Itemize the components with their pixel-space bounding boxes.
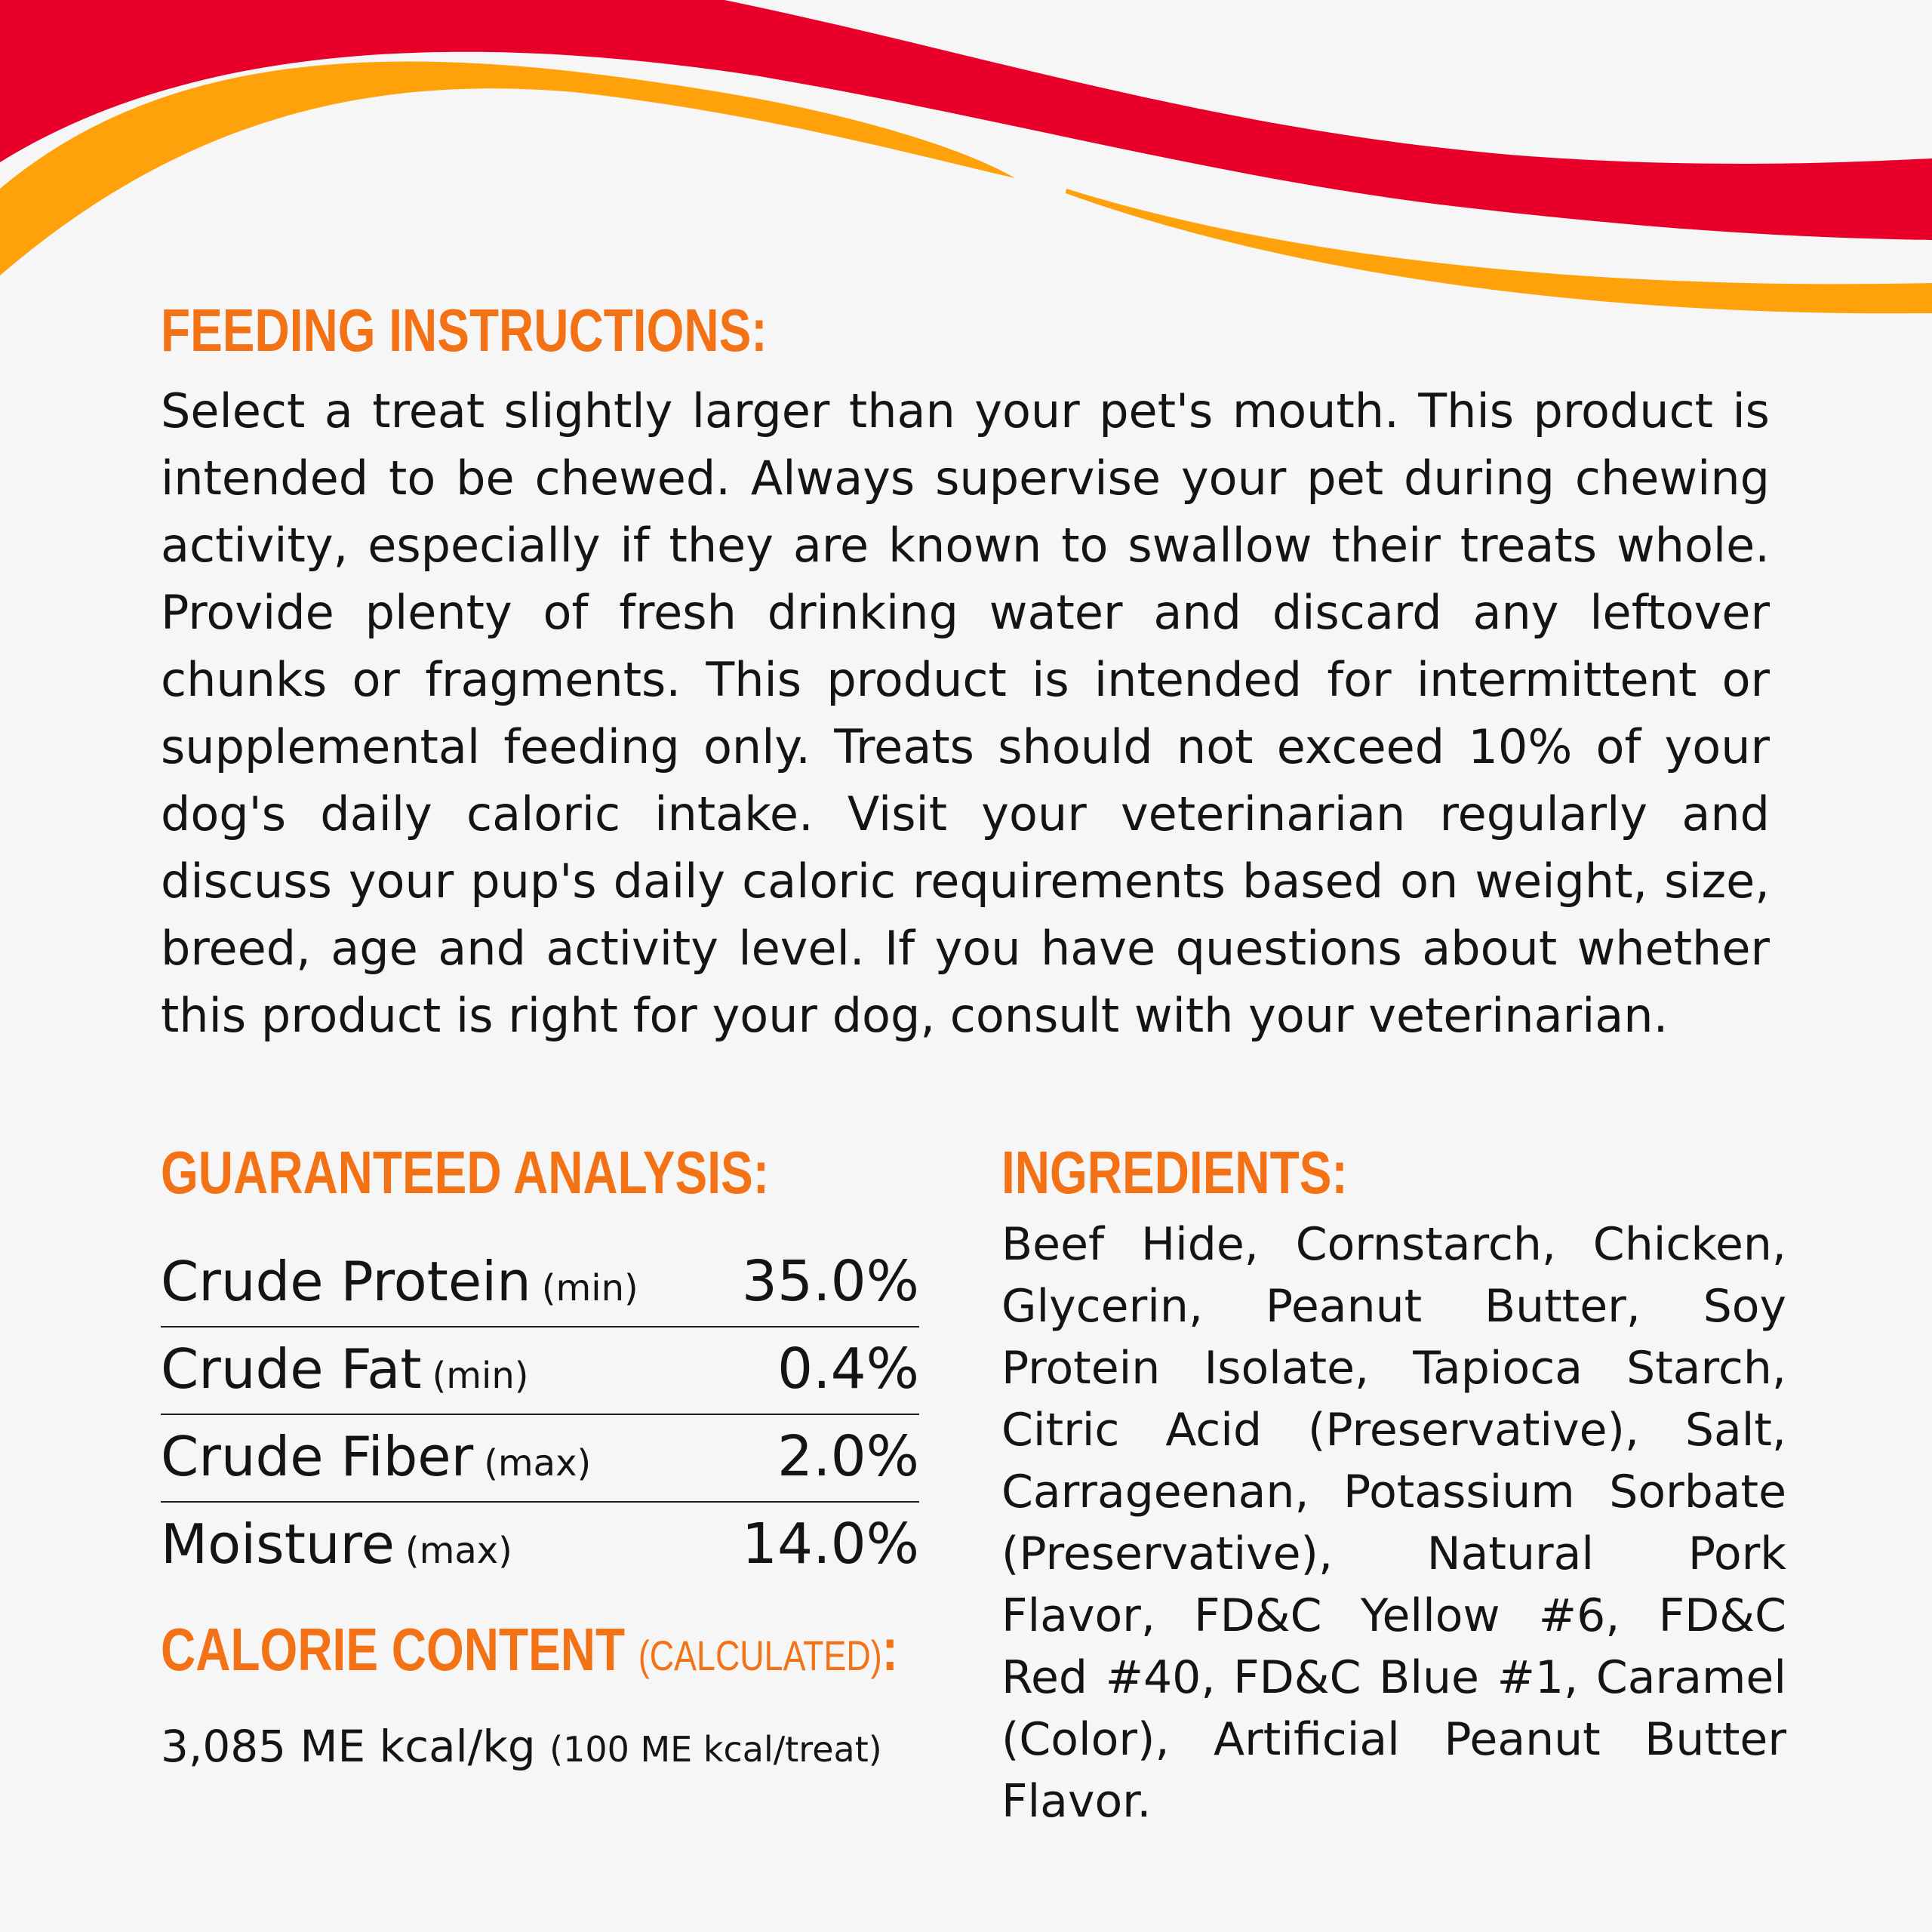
analysis-name: Crude Protein bbox=[161, 1250, 531, 1313]
calorie-title-colon: : bbox=[881, 1616, 898, 1683]
red-wave bbox=[0, 0, 1932, 240]
analysis-name: Crude Fat bbox=[161, 1337, 422, 1401]
analysis-qualifier: (max) bbox=[484, 1442, 592, 1484]
feeding-instructions-text: Select a treat slightly larger than your pet's mouth. This product is intended to be chewed. Always supervise your pet during chewing activity, especially if they are known to swallow their treats whole. Provide plenty of fresh drinking water and discard any leftover chunks or fragments. This product is intended for intermittent or supplemental feeding only. Treats should not exceed 10% of your dog's daily caloric intake. Visit your veterinarian regularly and discuss your pup's daily caloric requirements based on weight, size, breed, age and activity level. If you have questions about whether this product is right for your dog, consult with your veterinarian. bbox=[161, 383, 1770, 1043]
analysis-value: 0.4% bbox=[777, 1337, 919, 1401]
ingredients-text: Beef Hide, Cornstarch, Chicken, Glycerin, Peanut Butter, Soy Protein Isolate, Tapioca Starch, Citric Acid (Preservative), Salt, Carrageenan, Potassium Sorbate (Preservative), Natural Pork Flavor, FD&C Yellow #6, FD&C Red #40, FD&C Blue #1, Caramel (Color), Artificial Peanut Butter Flavor. bbox=[1001, 1218, 1786, 1828]
analysis-value: 2.0% bbox=[777, 1424, 919, 1489]
analysis-row-moisture bbox=[161, 1503, 919, 1590]
calorie-title-main: CALORIE CONTENT bbox=[161, 1616, 626, 1683]
decorative-waves bbox=[0, 0, 1932, 332]
analysis-qualifier: (min) bbox=[432, 1355, 529, 1397]
analysis-value: 14.0% bbox=[741, 1512, 919, 1577]
analysis-qualifier: (min) bbox=[541, 1267, 638, 1309]
calorie-value: 3,085 ME kcal/kg bbox=[161, 1721, 536, 1772]
analysis-name: Moisture bbox=[161, 1512, 395, 1576]
analysis-value: 35.0% bbox=[741, 1249, 919, 1314]
guaranteed-analysis-title: GUARANTEED ANALYSIS: bbox=[161, 1139, 769, 1206]
analysis-name: Crude Fiber bbox=[161, 1425, 474, 1488]
calorie-title-sub: (CALCULATED) bbox=[638, 1632, 882, 1679]
guaranteed-analysis-table bbox=[161, 1240, 919, 1590]
calorie-content bbox=[161, 1721, 882, 1772]
analysis-row-crude-fat bbox=[161, 1327, 919, 1415]
calorie-content-title bbox=[161, 1615, 898, 1684]
analysis-row-crude-protein bbox=[161, 1240, 919, 1327]
analysis-qualifier: (max) bbox=[405, 1530, 512, 1572]
ingredients-title: INGREDIENTS: bbox=[1001, 1139, 1348, 1206]
analysis-row-crude-fiber bbox=[161, 1415, 919, 1503]
calorie-per-treat: (100 ME kcal/treat) bbox=[549, 1729, 882, 1770]
feeding-instructions-title: FEEDING INSTRUCTIONS: bbox=[161, 297, 768, 364]
